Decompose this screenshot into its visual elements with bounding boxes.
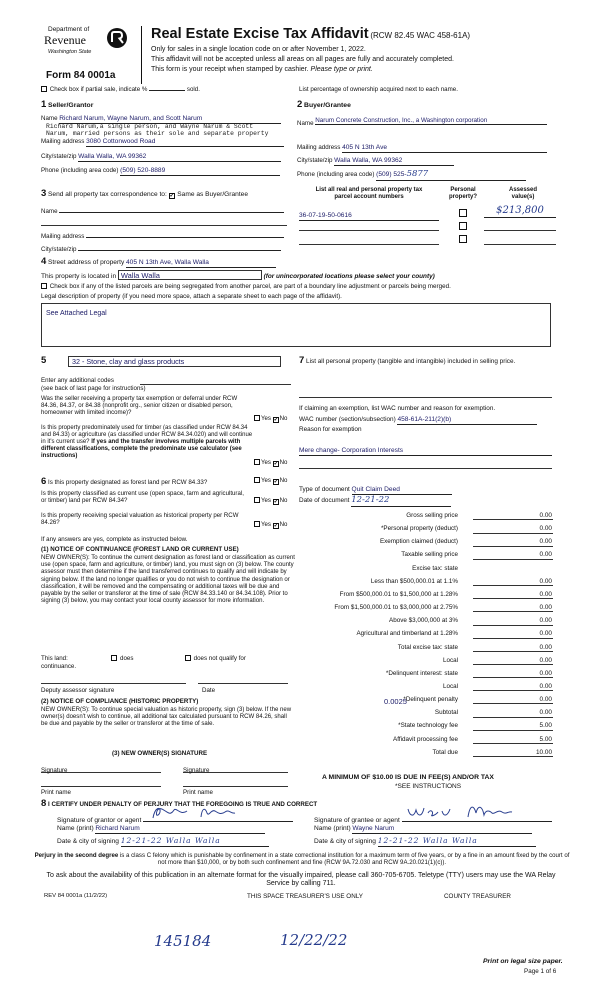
buyer-phone-typed: (509) 525- (376, 171, 407, 178)
sec6-q3: Is this property receiving special valuation as historical property per RCW 84.26? (41, 512, 239, 526)
tax-row-label: Excise tax: state (412, 564, 458, 572)
tax-row (300, 709, 553, 720)
sec5-q1-answer (254, 415, 287, 423)
location-select[interactable]: Walla Walla (118, 270, 262, 280)
tax-row (300, 512, 553, 523)
tax-row-value[interactable]: 0.00 (473, 604, 553, 612)
parcel-h1: List all real and personal property tax (315, 187, 423, 193)
tax-row (300, 578, 553, 589)
legal-desc-box[interactable] (41, 303, 551, 347)
tax-row (300, 630, 553, 641)
notice3-title: (3) NEW OWNER(S) SIGNATURE (112, 750, 208, 757)
tax-row (300, 696, 553, 707)
see-instructions: *SEE INSTRUCTIONS (395, 783, 462, 790)
wac-row (299, 416, 537, 425)
form-number: Form 84 0001a (46, 70, 116, 81)
tax-row-value[interactable]: 0.00 (473, 683, 553, 691)
grantee-name-label: Name (print) (314, 825, 351, 832)
alt-format-note: To ask about the availability of this publication in an alternate format for the visually impaired, please call 360-705-6705. Teletype (TTY) users may use the WA Relay Service by calling 711. (46, 872, 556, 888)
form-title-line (151, 26, 470, 43)
legal-desc-label: Legal description of property (if you need more space, attach a separate sheet to each page of the affidavit). (41, 293, 342, 300)
corr-num: 3 (41, 188, 47, 199)
tax-row-label: Total excise tax: state (397, 643, 458, 651)
grantee-signature-scribble (404, 803, 554, 821)
sec6-q2-yes-box[interactable] (254, 497, 260, 503)
sec6-q2: Is this property classified as current use (open space, farm and agricultural, or timber) land per RCW 84.34? (41, 490, 244, 504)
assessed-value-1[interactable]: $213,800 (484, 205, 556, 218)
partial-sale-row (41, 86, 200, 93)
seller-typed-line2: Narum, married persons as their sole and separate property (46, 130, 269, 137)
doc-date-label: Date of document (299, 497, 350, 504)
form-title: Real Estate Excise Tax Affidavit (151, 26, 369, 42)
seller-mail-row (41, 138, 289, 147)
personal-col-header (440, 187, 486, 201)
buyer-title: Buyer/Grantee (304, 102, 351, 109)
deputy-sig-label: Deputy assessor signature (41, 687, 115, 694)
seller-mail[interactable]: 3080 Cottonwood Road (86, 138, 284, 147)
does-not-checkbox[interactable] (185, 655, 191, 661)
doc-type-row (299, 486, 452, 495)
corr-text: Send all property tax correspondence to: (48, 191, 167, 198)
tax-row-value[interactable]: 0.00 (473, 551, 553, 559)
sec6-q1-row (41, 477, 253, 488)
buyer-mail[interactable]: 405 N 13th Ave (342, 144, 547, 153)
tax-row-value[interactable]: 0.00 (473, 709, 553, 717)
tax-row-label: *Delinquent penalty (403, 696, 458, 704)
parcel-h1b: parcel account numbers (334, 193, 404, 200)
same-as-buyer-checkbox[interactable]: ✓ (169, 193, 175, 199)
sec6-num: 6 (41, 476, 47, 487)
revenue-text: Revenue (44, 33, 86, 47)
assessed-line-3 (484, 244, 556, 245)
sec6-q1-no: No (279, 477, 288, 484)
seller-title: Seller/Grantor (48, 102, 94, 109)
personal-h2: Personal (450, 187, 476, 193)
seller-num: 1 (41, 99, 47, 110)
local-rate: 0.0025 (384, 697, 407, 706)
sec6-q2-answer (254, 497, 287, 505)
personal-prop-line[interactable] (299, 397, 552, 398)
reason-line-2 (299, 468, 552, 469)
personal-checkbox-1[interactable] (459, 209, 467, 217)
seller-city[interactable]: Walla Walla, WA 99362 (78, 153, 281, 162)
tax-row-value[interactable]: 0.00 (473, 538, 553, 546)
notice2-title: (2) NOTICE OF COMPLIANCE (HISTORIC PROPERTY) (41, 698, 199, 705)
owner-print-label-2: Print name (183, 789, 213, 796)
dor-logo (40, 26, 130, 70)
tax-row-label: From $500,000.01 to $1,500,000 at 1.28% (339, 590, 458, 598)
parcel-number-1[interactable]: 36-07-19-50-0616 (299, 212, 439, 221)
deputy-sig-line[interactable] (41, 683, 186, 684)
perjury-notice (32, 852, 572, 867)
seller-phone-label: Phone (including area code) (41, 167, 119, 174)
tax-row-label: Affidavit processing fee (393, 735, 458, 743)
does-label: does (120, 655, 134, 662)
wac-label: WAC number (section/subsection) (299, 416, 396, 423)
tax-row-label: Gross selling price (406, 512, 458, 519)
corr-name-label: Name (41, 208, 58, 215)
segregation-row (41, 283, 451, 290)
tax-row-label: Local (442, 682, 458, 690)
sec6-q1-no-box[interactable]: ✓ (273, 479, 279, 485)
tax-row-label: Local (442, 656, 458, 664)
grantor-date-row (57, 837, 269, 847)
grantor-sig-row (57, 812, 293, 825)
this-land-label: This land: (41, 655, 68, 662)
tax-row-label: *Personal property (deduct) (380, 525, 458, 533)
tax-row-value[interactable]: 0.00 (473, 525, 553, 533)
grantor-name[interactable]: Richard Narum (95, 825, 265, 834)
seller-phone[interactable]: (509) 520-8889 (120, 167, 280, 176)
sec6-q1-answer (254, 477, 287, 485)
buyer-phone-row (297, 170, 555, 181)
corr-name-row (41, 206, 289, 215)
buyer-name-label: Name (297, 120, 314, 128)
tax-row (300, 683, 553, 694)
buyer-name-row (297, 117, 555, 127)
grantor-signature[interactable] (143, 812, 293, 822)
seller-typed-line1: Richard Narum,a single person, and Wayne Narum & Scott (46, 123, 254, 130)
sec6-q3-yes: Yes (261, 521, 271, 528)
tax-row-value[interactable]: 0.00 (473, 512, 553, 520)
same-as-buyer-label: Same as Buyer/Grantee (177, 191, 249, 198)
list-percentage-note: List percentage of ownership acquired next to each name. (299, 86, 458, 93)
sec6-q1-yes: Yes (261, 477, 271, 484)
tax-row-value[interactable]: 0.00 (473, 591, 553, 599)
buyer-city-label: City/state/zip (297, 157, 333, 164)
street-label: Street address of property (48, 259, 125, 266)
grantee-date-label: Date & city of signing (314, 838, 376, 845)
sec6-q2-no-box[interactable]: ✓ (273, 499, 279, 505)
located-row (41, 270, 435, 281)
tax-row-value[interactable]: 0.00 (473, 644, 553, 652)
grantee-name[interactable]: Wayne Narum (352, 825, 532, 834)
assessed-h3: Assessed (508, 187, 538, 193)
tax-row (300, 657, 553, 668)
buyer-num: 2 (297, 99, 303, 110)
sec8-num: 8 (41, 798, 47, 809)
personal-checkbox-2[interactable] (459, 222, 467, 230)
sec7-text: List all personal property (tangible and intangible) included in selling price. (306, 358, 516, 365)
does-not-label: does not qualify for (193, 655, 246, 662)
sec7-row (299, 356, 554, 367)
sec6-q1-yes-box[interactable] (254, 477, 260, 483)
addl-codes-note: (see back of last page for instructions) (41, 385, 146, 392)
tax-row-value[interactable]: 0.00 (473, 696, 553, 704)
seller-mail-label: Mailing address (41, 138, 85, 145)
seller-city-label: City/state/zip (41, 153, 77, 160)
tax-row-value[interactable]: 0.00 (473, 630, 553, 638)
tax-row-value[interactable]: 10.00 (473, 749, 553, 757)
county-treasurer: COUNTY TREASURER (444, 893, 511, 900)
grantor-signature-scribble (147, 805, 297, 821)
state-text: Washington State (48, 49, 92, 55)
partial-sale-checkbox[interactable] (41, 86, 47, 92)
partial-sale-label: Check box if partial sale, indicate % (49, 86, 148, 93)
sec5-q2-no: No (279, 459, 288, 466)
grantee-name-row (314, 825, 532, 834)
tax-row (300, 670, 553, 681)
grantor-date[interactable]: 12-21-22 Walla Walla (121, 837, 269, 847)
sec5-q1-yes: Yes (261, 415, 271, 422)
form-revision: REV 84 0001a (11/2/22) (44, 893, 108, 899)
header-line3-text: This form is your receipt when stamped by cashier. (151, 66, 309, 73)
form-rcw: (RCW 82.45 WAC 458-61A) (370, 31, 471, 40)
corr-name-field[interactable] (59, 206, 284, 213)
sec6-q3-yes-box[interactable] (254, 521, 260, 527)
corr-city-label: City/state/zip (41, 246, 77, 253)
grantee-signature[interactable] (402, 812, 552, 822)
sec5-q2b: If yes and the transfer involves multiple parcels with different classifications, complete the predominate use calculator (see instructions) (41, 438, 242, 459)
seller-header (41, 100, 93, 111)
grantor-sig-label: Signature of grantor or agent (57, 817, 142, 824)
claim-label: If claiming an exemption, list WAC number and reason for exemption. (299, 405, 496, 412)
tax-row-label: *State technology fee (398, 722, 458, 730)
sec5-q2 (41, 425, 253, 459)
tax-row-label: Above $3,000,000 at 3% (389, 617, 458, 625)
reason-label: Reason for exemption (299, 426, 362, 433)
revenue-swoosh-icon (106, 27, 128, 49)
wac-number[interactable]: 458-61A-211(2)(b) (397, 416, 537, 425)
notice2-body: NEW OWNER(S): To continue special valuation as historic property, sign (3) below. If the new owner(s) doesn't wish to continue, all additional tax calculated pursuant to RCW 84.26, shall be due and payable by the seller or transferor at the time of sale. (41, 707, 292, 728)
doc-type[interactable]: Quit Claim Deed (352, 486, 452, 495)
tax-row (300, 604, 553, 615)
owner-print-line-1[interactable] (41, 786, 161, 787)
header-line2: This affidavit will not be accepted unless all areas on all pages are fully and accurately completed. (151, 56, 454, 63)
treasurer-use: THIS SPACE TREASURER'S USE ONLY (247, 893, 363, 900)
sec6-q3-no-box[interactable]: ✓ (273, 523, 279, 529)
segregation-label: Check box if any of the listed parcels are being segregated from another parcel, are part of a boundary line adjustment or parcels being merged. (49, 283, 451, 290)
owner-sig-label-2: Signature (183, 767, 210, 774)
tax-row-label: *Delinquent interest: state (385, 669, 458, 677)
header-line3 (151, 66, 373, 74)
tax-row (300, 591, 553, 602)
street-address[interactable]: 405 N 13th Ave, Walla Walla (126, 259, 276, 268)
sec7-num: 7 (299, 355, 305, 366)
partial-sale-sold: sold. (186, 86, 200, 93)
corr-mail-row (41, 231, 289, 240)
corr-mail-label: Mailing address (41, 233, 85, 240)
tax-row (300, 525, 553, 536)
tax-row-value[interactable]: 0.00 (473, 657, 553, 665)
buyer-header (297, 100, 351, 111)
owner-print-label-1: Print name (41, 789, 71, 796)
header-line3-italic: Please type or print. (310, 66, 373, 73)
sec6-q1: Is this property designated as forest land per RCW 84.33? (48, 479, 208, 486)
sec6-q2-yes: Yes (261, 497, 271, 504)
doc-type-label: Type of document (299, 486, 350, 493)
corr-mail-field[interactable] (86, 231, 284, 238)
dept-text: Department of (48, 26, 90, 33)
owner-print-line-2[interactable] (183, 786, 288, 787)
grantor-date-label: Date & city of signing (57, 838, 119, 845)
tax-row (300, 722, 553, 733)
buyer-phone[interactable] (376, 170, 526, 181)
tax-row-value[interactable]: 5.00 (473, 736, 553, 744)
reason-text[interactable]: Mere change- Corporation Interests (299, 447, 552, 456)
location-note: (for unincorporated locations please select your county) (263, 273, 435, 280)
sec5-q1-no: No (279, 415, 288, 422)
sec5-q2-yes: Yes (261, 459, 271, 466)
assessed-h3b: value(s) (511, 193, 535, 200)
perjury-bold: Perjury in the second degree (34, 852, 119, 859)
deputy-date-line[interactable] (198, 683, 288, 684)
parcel-line-3 (299, 244, 439, 245)
grantee-sig-row (314, 812, 552, 825)
buyer-phone-hand: 5877 (406, 169, 429, 179)
tax-row (300, 644, 553, 655)
tax-row-value[interactable]: 5.00 (473, 722, 553, 730)
buyer-name[interactable]: Narum Concrete Construction, Inc., a Washington corporation (315, 117, 547, 125)
sec5-q1-no-box[interactable]: ✓ (273, 417, 279, 423)
sec6-q2-no: No (279, 497, 288, 504)
street-num: 4 (41, 256, 47, 267)
certify-text: I CERTIFY UNDER PENALTY OF PERJURY THAT THE FOREGOING IS TRUE AND CORRECT (48, 801, 318, 808)
tax-row-label: Exemption claimed (deduct) (379, 538, 458, 546)
legal-paper-note: Print on legal size paper. (483, 958, 563, 965)
tax-row (300, 551, 553, 562)
sec6-q3-answer (254, 521, 287, 529)
header-divider (141, 26, 142, 84)
tax-row-value[interactable]: 0.00 (473, 670, 553, 678)
header-line1: Only for sales in a single location code on or after November 1, 2022. (151, 46, 366, 53)
tax-row-label: Agricultural and timberland at 1.28% (356, 630, 458, 638)
doc-date-row (299, 496, 451, 507)
sec6-q3-no: No (279, 521, 288, 528)
owner-sig-label-1: Signature (41, 767, 68, 774)
legal-desc-text: See Attached Legal (46, 310, 107, 317)
this-land-row (41, 655, 295, 662)
buyer-mail-label: Mailing address (297, 144, 341, 151)
grantee-date-row (314, 837, 536, 847)
partial-sale-pct[interactable] (149, 90, 185, 91)
grantor-name-row (57, 825, 265, 834)
tax-row-label: Total due (432, 748, 458, 756)
stamp-number: 145184 (154, 932, 212, 950)
addl-codes-label: Enter any additional codes (41, 377, 114, 384)
sec5-q1: Was the seller receiving a property tax exemption or deferral under RCW 84.36, 84.37, or 84.38 (nonprofit org., senior citizen or disabled person, homeowner with limited income)? (41, 395, 238, 416)
buyer-city-row (297, 157, 555, 166)
tax-row-value[interactable]: 0.00 (473, 617, 553, 625)
located-label: This property is located in (41, 273, 117, 280)
does-checkbox[interactable] (111, 655, 117, 661)
parcel-line-2 (299, 230, 439, 231)
notice1-body: NEW OWNER(S): To continue the current designation as forest land or classification as current use (open space, farm and agriculture, or timber) land, you must sign on (3) below. The county assessor must then determine if the land transferred continues to qualify and will indicate by signing below. If the land no longer qualifies or you do not wish to continue the designation or classification, it will be removed and the compensating or additional taxes will be due and payable by the seller or transferor at the time of sale (RCW 84.33.140 or 84.34.108). Prior to signing (3) below, you may contact your local county assessor for more information. (41, 555, 295, 605)
minimum-due: A MINIMUM OF $10.00 IS DUE IN FEE(S) AND/OR TAX (322, 774, 494, 781)
seller-name-label: Name (41, 115, 58, 122)
seller-city-row (41, 153, 289, 162)
grantor-name-label: Name (print) (57, 825, 94, 832)
tax-row (300, 736, 553, 747)
sec5-q2-no-box[interactable]: ✓ (273, 461, 279, 467)
grantee-sig-label: Signature of grantee or agent (314, 817, 400, 824)
sec5-q2a: Is this property predominately used for timber (as classified under RCW 84.34 and 84.33) or agriculture (as classified under RCW 84.34.020) and will continue in it's current use? (41, 425, 253, 445)
assessed-line-2 (484, 230, 556, 231)
assessed-col-header (490, 187, 556, 201)
use-code-select[interactable]: 32 - Stone, clay and glass products (68, 356, 281, 367)
notice1-title: (1) NOTICE OF CONTINUANCE (FOREST LAND OR CURRENT USE) (41, 546, 239, 553)
perjury-text: is a class C felony which is punishable by confinement in a state correctional institution for a maximum term of five years, or by a fine in an amount fixed by the court of not more than $10,000, or by both such confinement and fine (RCW 9A.72.030 and RCW 9A.20.021(1)(c)). (118, 852, 570, 867)
segregation-checkbox[interactable] (41, 283, 47, 289)
deputy-date-label: Date (202, 687, 216, 694)
tax-row (300, 617, 553, 628)
addl-codes-line (140, 384, 291, 385)
sec5-q2-yes-box[interactable] (254, 459, 260, 465)
tax-row-value[interactable]: 0.00 (473, 578, 553, 586)
buyer-city[interactable]: Walla Walla, WA 99362 (334, 157, 454, 166)
continuance-label: continuance. (41, 663, 77, 670)
buyer-mail-row (297, 144, 555, 153)
seller-name[interactable]: Richard Narum, Wayne Narum, and Scott Narum (59, 115, 281, 124)
sec5-num: 5 (41, 355, 47, 366)
personal-h2b: property? (448, 193, 477, 200)
tax-row-label: Subtotal (434, 709, 458, 717)
sec5-q2-answer (254, 459, 287, 467)
grantee-date[interactable]: 12-21-22 Walla Walla (378, 837, 536, 847)
corr-header (41, 189, 248, 200)
corr-city-row (41, 244, 289, 253)
tax-row-label: Less than $500,000.01 at 1.1% (370, 577, 458, 585)
tax-row (300, 538, 553, 549)
sec5-q1-yes-box[interactable] (254, 415, 260, 421)
tax-row (300, 749, 553, 760)
parcel-col-header (299, 187, 439, 201)
sec6-ifany: If any answers are yes, complete as instructed below. (41, 536, 188, 543)
tax-row (300, 565, 553, 576)
tax-row-label: From $1,500,000.01 to $3,000,000 at 2.75% (334, 604, 458, 612)
stamp-date: 12/22/22 (280, 931, 348, 949)
corr-city-field[interactable] (78, 244, 281, 251)
seller-phone-row (41, 167, 289, 176)
tax-row-label: Taxable selling price (401, 551, 458, 559)
doc-date[interactable]: 12-21-22 (351, 496, 451, 507)
corr-name-line2 (41, 225, 287, 226)
street-row (41, 257, 276, 268)
page-number: Page 1 of 6 (524, 968, 557, 975)
personal-checkbox-3[interactable] (459, 235, 467, 243)
buyer-phone-label: Phone (including area code) (297, 171, 375, 178)
